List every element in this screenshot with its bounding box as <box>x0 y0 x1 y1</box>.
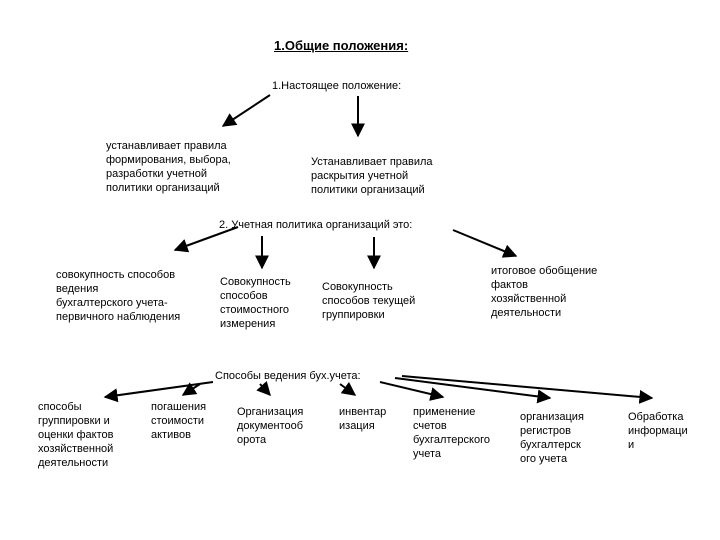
document-flow-text: Организация документооб орота <box>237 406 304 446</box>
grouping-methods-text: Совокупность способов текущей группировки <box>322 281 416 321</box>
arrow-to-grouping-valuation <box>105 382 213 397</box>
grouping-valuation-text: способы группировки и оценки фактов хозяйственной деятельности <box>38 401 114 469</box>
page-title: 1.Общие положения: <box>274 38 409 53</box>
inventory-text: инвентар изация <box>339 406 387 432</box>
section3-heading: Способы ведения бух.учета: <box>215 370 361 382</box>
bookkeeping-methods-text: совокупность способов ведения бухгалтерского учета- первичного наблюдения <box>56 269 181 323</box>
rules-formation-text: устанавливает правила формирования, выбора, разработки учетной политики организаций <box>106 140 231 194</box>
final-summary-text: итоговое обобщение фактов хозяйственной деятельности <box>491 265 598 319</box>
arrow-to-registers <box>395 378 550 398</box>
accounts-application-text: применение счетов бухгалтерского учета <box>413 406 490 460</box>
arrow-to-rules-formation <box>223 95 270 126</box>
registers-organization-text: организация регистров бухгалтерск ого учета <box>520 411 584 465</box>
arrow-to-accounts <box>380 382 443 397</box>
measurement-methods-text: Совокупность способов стоимостного измерения <box>220 276 291 330</box>
section2-heading: 2. Учетная политика организаций это: <box>219 219 413 231</box>
arrow-to-inventory <box>340 384 355 395</box>
asset-depreciation-text: погашения стоимости активов <box>151 401 207 441</box>
section1-heading: 1.Настоящее положение: <box>272 80 402 92</box>
information-processing-text: Обработка информаци и <box>628 411 688 451</box>
arrow-to-docflow <box>260 384 270 395</box>
arrow-to-summary <box>453 230 516 256</box>
rules-disclosure-text: Устанавливает правила раскрытия учетной политики организаций <box>311 156 433 196</box>
